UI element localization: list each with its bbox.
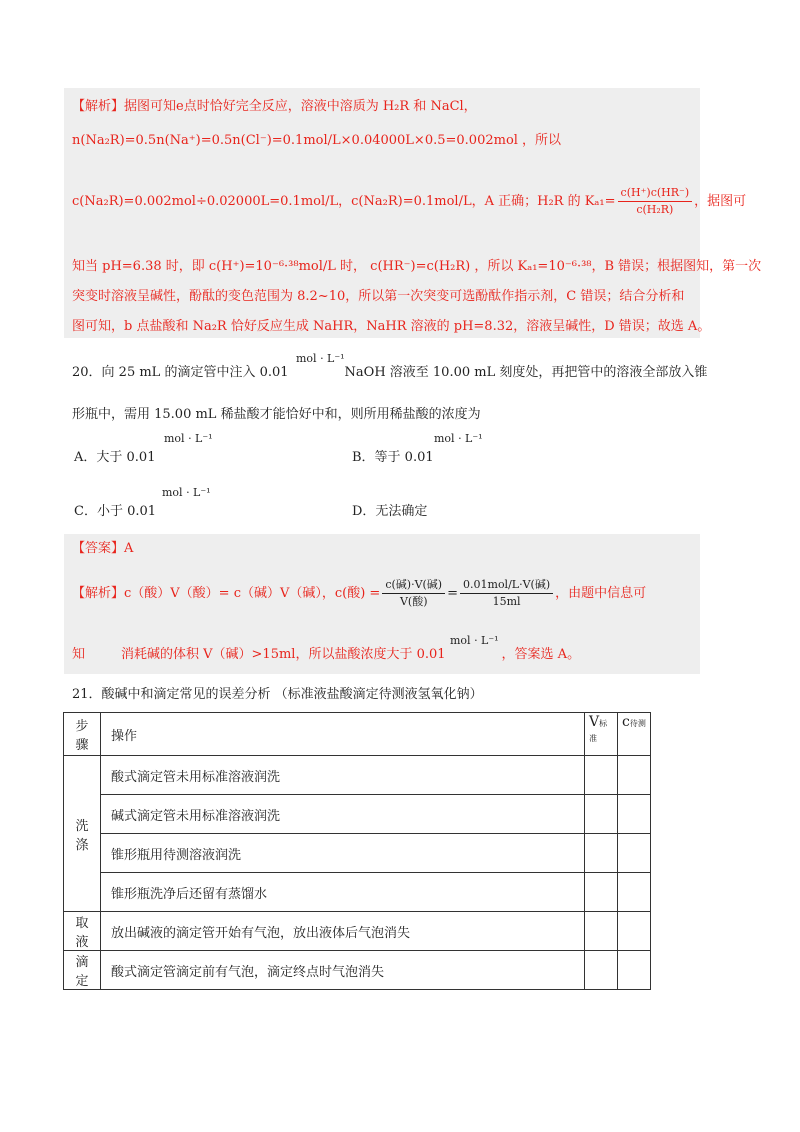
table-row xyxy=(64,951,651,990)
formula2-numerator: 0.01mol/L·V(碱) xyxy=(460,578,553,594)
table-row xyxy=(64,912,651,951)
analysis2-text2c: ，答案选 A。 xyxy=(501,647,581,662)
answer-value: A xyxy=(124,541,134,556)
header-c-test xyxy=(618,713,651,756)
header-c-sub: 待测 xyxy=(629,719,646,728)
cell-c[interactable] xyxy=(618,756,651,795)
analysis2-unit: mol · L⁻¹ xyxy=(450,634,499,647)
analysis2-text2b: 消耗碱的体积 V（碱）>15ml，所以盐酸浓度大于 0.01 xyxy=(121,647,446,662)
q20-line1 xyxy=(72,364,707,382)
table-row xyxy=(64,873,651,912)
q20-optB-unit: mol · L⁻¹ xyxy=(434,432,483,445)
analysis1-line6: 图可知，b 点盐酸和 Na₂R 恰好反应生成 NaHR，NaHR 溶液的 pH=8.32，溶液呈碱性，D 错误；故选 A。 xyxy=(72,319,711,334)
q20-option-d[interactable]: D．无法确定 xyxy=(352,504,428,519)
error-analysis-table xyxy=(63,712,651,990)
cell-c[interactable] xyxy=(618,912,651,951)
formula-fraction-2 xyxy=(460,578,553,609)
answer-line xyxy=(72,540,133,558)
analysis2-text1b: ，由题中信息可 xyxy=(555,586,647,601)
row-op: 碱式滴定管未用标准溶液润洗 xyxy=(101,795,585,834)
q20-text1b: NaOH 溶液至 10.00 mL 刻度处，再把管中的溶液全部放入锥 xyxy=(344,365,708,380)
cell-c[interactable] xyxy=(618,834,651,873)
q20-option-b[interactable]: B．等于 0.01 xyxy=(352,450,434,465)
header-v-sub: 标准 xyxy=(589,719,608,743)
cell-c[interactable] xyxy=(618,951,651,990)
formula1-numerator: c(碱)·V(碱) xyxy=(382,578,445,594)
table-row xyxy=(64,756,651,795)
analysis2-text1a: c（酸）V（酸）= c（碱）V（碱），c(酸) = xyxy=(124,586,381,601)
analysis2-tag: 【解析】 xyxy=(72,586,125,601)
header-c: c xyxy=(622,714,630,730)
cell-v[interactable] xyxy=(585,951,618,990)
table-row xyxy=(64,795,651,834)
cell-v[interactable] xyxy=(585,756,618,795)
row-op: 锥形瓶洗净后还留有蒸馏水 xyxy=(101,873,585,912)
analysis1-text3a: c(Na₂R)=0.002mol÷0.02000L=0.1mol/L，c(Na₂R)=0.1mol/L，A 正确；H₂R 的 Kₐ₁= xyxy=(72,194,616,209)
analysis1-line5: 突变时溶液呈碱性，酚酞的变色范围为 8.2~10，所以第一次突变可选酚酞作指示剂，C 错误；结合分析和 xyxy=(72,289,685,304)
q20-unit: mol · L⁻¹ xyxy=(296,352,345,365)
analysis1-text1: 据图可知e点时恰好完全反应，溶液中溶质为 H₂R 和 NaCl， xyxy=(124,99,477,114)
analysis2-line2 xyxy=(72,646,580,664)
analysis1-text3b: ，据图可 xyxy=(694,194,747,209)
row-op: 酸式滴定管未用标准溶液润洗 xyxy=(101,756,585,795)
analysis2-text2a: 知 xyxy=(72,647,86,662)
analysis1-line1 xyxy=(72,98,477,116)
cell-v[interactable] xyxy=(585,795,618,834)
cell-v[interactable] xyxy=(585,912,618,951)
cell-v[interactable] xyxy=(585,873,618,912)
q20-option-c[interactable]: C．小于 0.01 xyxy=(74,504,157,519)
ka1-denominator: c(H₂R) xyxy=(636,203,674,216)
group-take: 取液 xyxy=(64,912,101,951)
analysis1-line4: 知当 pH=6.38 时，即 c(H⁺)=10⁻⁶·³⁸mol/L 时， c(HR⁻)=c(H₂R) ，所以 Kₐ₁=10⁻⁶·³⁸，B 错误；根据图知，第一次 xyxy=(72,259,762,274)
row-op: 锥形瓶用待测溶液润洗 xyxy=(101,834,585,873)
header-operation: 操作 xyxy=(101,713,585,756)
group-wash: 洗涤 xyxy=(64,756,101,912)
analysis1-tag: 【解析】 xyxy=(72,99,125,114)
answer-tag: 【答案】 xyxy=(72,541,125,556)
table-header-row xyxy=(64,713,651,756)
row-op: 酸式滴定管滴定前有气泡，滴定终点时气泡消失 xyxy=(101,951,585,990)
group-titrate: 滴定 xyxy=(64,951,101,990)
q20-option-a[interactable]: A．大于 0.01 xyxy=(74,450,156,465)
header-step: 步骤 xyxy=(64,713,101,756)
formula-fraction-1 xyxy=(382,578,445,609)
formula2-denominator: 15ml xyxy=(492,595,521,608)
q20-line2: 形瓶中，需用 15.00 mL 稀盐酸才能恰好中和，则所用稀盐酸的浓度为 xyxy=(72,407,481,422)
analysis2-line1 xyxy=(72,578,646,609)
q20-optA-unit: mol · L⁻¹ xyxy=(164,432,213,445)
table-row xyxy=(64,834,651,873)
row-op: 放出碱液的滴定管开始有气泡，放出液体后气泡消失 xyxy=(101,912,585,951)
ka1-numerator: c(H⁺)c(HR⁻) xyxy=(618,186,693,202)
header-v-standard xyxy=(585,713,618,756)
q21-title: 21．酸碱中和滴定常见的误差分析 （标准液盐酸滴定待测液氢氧化钠） xyxy=(72,687,483,702)
formula-equals: = xyxy=(447,586,459,601)
cell-c[interactable] xyxy=(618,795,651,834)
header-v: V xyxy=(589,714,600,730)
q20-text1a: 20．向 25 mL 的滴定管中注入 0.01 xyxy=(72,365,289,380)
analysis1-line3 xyxy=(72,186,746,217)
cell-c[interactable] xyxy=(618,873,651,912)
cell-v[interactable] xyxy=(585,834,618,873)
formula1-denominator: V(酸) xyxy=(399,595,428,608)
analysis1-line2: n(Na₂R)=0.5n(Na⁺)=0.5n(Cl⁻)=0.1mol/L×0.04000L×0.5=0.002mol ，所以 xyxy=(72,133,562,148)
ka1-fraction xyxy=(618,186,693,217)
q20-optC-unit: mol · L⁻¹ xyxy=(162,486,211,499)
